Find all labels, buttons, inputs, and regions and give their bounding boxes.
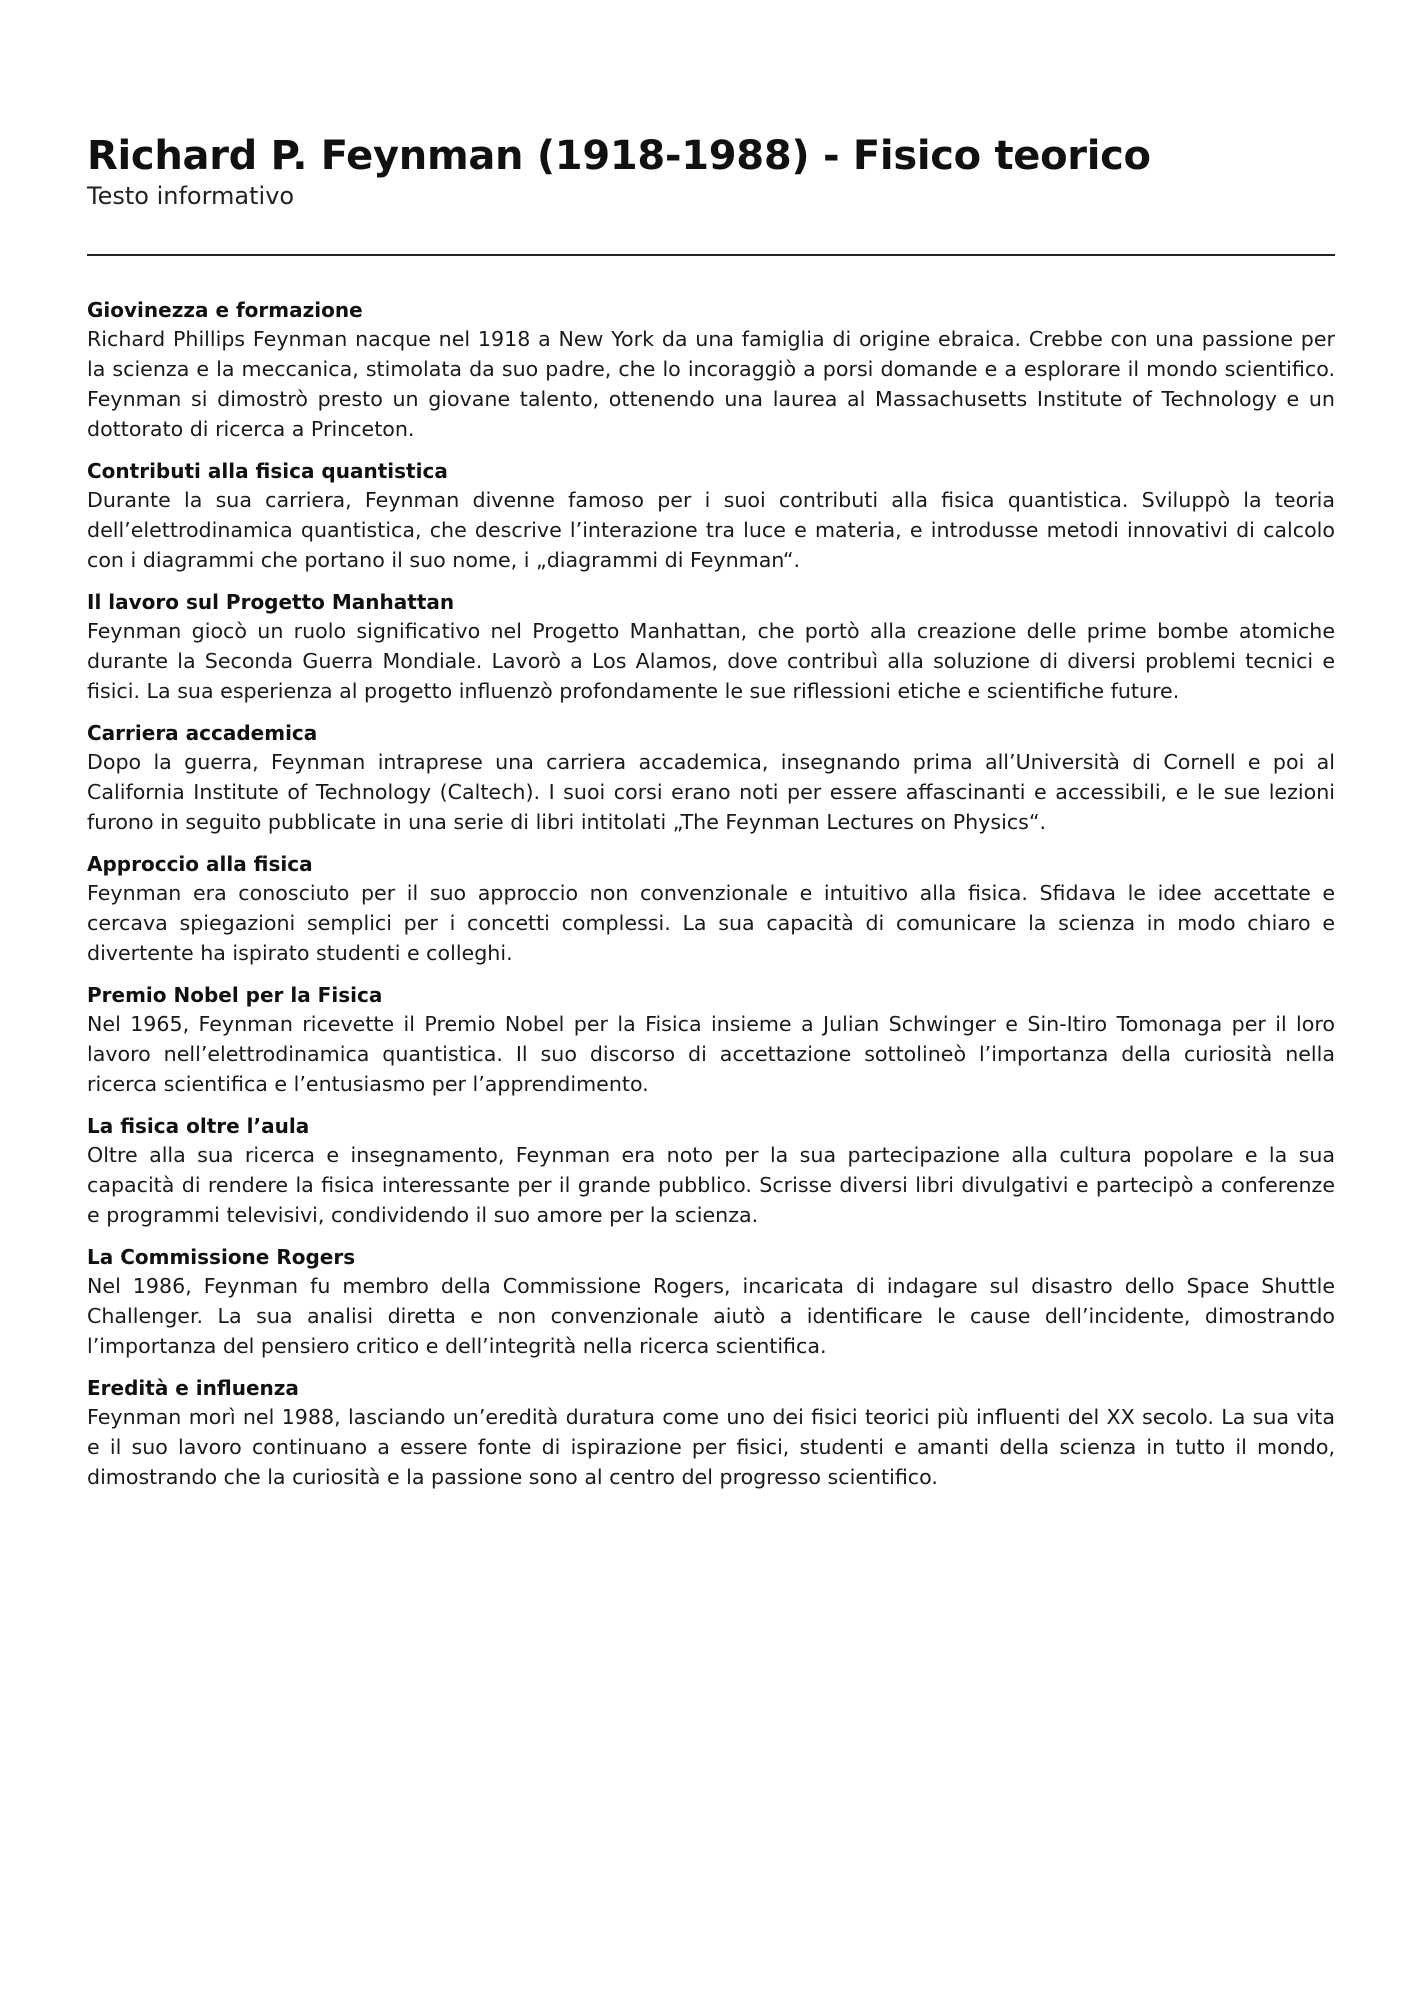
page-title: Richard P. Feynman (1918-1988) - Fisico teorico bbox=[87, 133, 1151, 179]
section-approccio bbox=[87, 850, 1335, 968]
section-body: Nel 1986, Feynman fu membro della Commissione Rogers, incaricata di indagare sul disastro dello Space Shuttle Challenger. La sua analisi diretta e non convenzionale aiutò a identificare le cause dell’incidente, dimostrando l’importanza del pensiero critico e dell’integrità nella ricerca scientifica. bbox=[87, 1274, 1335, 1358]
section-heading: Approccio alla fisica bbox=[87, 852, 313, 876]
section-body: Durante la sua carriera, Feynman divenne famoso per i suoi contributi alla fisica quantistica. Sviluppò la teoria dell’elettrodinamica quantistica, che descrive l’interazione tra luce e materia, e introdusse metodi innovativi di calcolo con i diagrammi che portano il suo nome, i „diagrammi di Feynman“. bbox=[87, 488, 1335, 572]
section-eredita bbox=[87, 1374, 1335, 1492]
section-heading: La fisica oltre l’aula bbox=[87, 1114, 310, 1138]
section-heading: Premio Nobel per la Fisica bbox=[87, 983, 383, 1007]
section-heading: Carriera accademica bbox=[87, 721, 318, 745]
section-heading: La Commissione Rogers bbox=[87, 1245, 356, 1269]
section-giovinezza bbox=[87, 296, 1335, 444]
section-heading: Contributi alla fisica quantistica bbox=[87, 459, 448, 483]
section-nobel bbox=[87, 981, 1335, 1099]
section-heading: Il lavoro sul Progetto Manhattan bbox=[87, 590, 455, 614]
section-body: Dopo la guerra, Feynman intraprese una carriera accademica, insegnando prima all’Università di Cornell e poi al California Institute of Technology (Caltech). I suoi corsi erano noti per essere affascinanti e accessibili, e le sue lezioni furono in seguito pubblicate in una serie di libri intitolati „The Feynman Lectures on Physics“. bbox=[87, 750, 1335, 834]
section-body: Feynman era conosciuto per il suo approccio non convenzionale e intuitivo alla fisica. Sfidava le idee accettate e cercava spiegazioni semplici per i concetti complessi. La sua capacità di comunicare la scienza in modo chiaro e divertente ha ispirato studenti e colleghi. bbox=[87, 881, 1335, 965]
section-body: Feynman giocò un ruolo significativo nel Progetto Manhattan, che portò alla creazione delle prime bombe atomiche durante la Seconda Guerra Mondiale. Lavorò a Los Alamos, dove contribuì alla soluzione di diversi problemi tecnici e fisici. La sua esperienza al progetto influenzò profondamente le sue riflessioni etiche e scientifiche future. bbox=[87, 619, 1335, 703]
title-divider bbox=[87, 254, 1335, 256]
section-contributi bbox=[87, 457, 1335, 575]
section-manhattan bbox=[87, 588, 1335, 706]
section-body: Richard Phillips Feynman nacque nel 1918 a New York da una famiglia di origine ebraica. Crebbe con una passione per la scienza e la meccanica, stimolata da suo padre, che lo incoraggiò a porsi domande e a esplorare il mondo scientifico. Feynman si dimostrò presto un giovane talento, ottenendo una laurea al Massachusetts Institute of Technology e un dottorato di ricerca a Princeton. bbox=[87, 327, 1335, 441]
section-oltre-aula bbox=[87, 1112, 1335, 1230]
page-subtitle: Testo informativo bbox=[87, 182, 295, 210]
section-body: Oltre alla sua ricerca e insegnamento, Feynman era noto per la sua partecipazione alla cultura popolare e la sua capacità di rendere la fisica interessante per il grande pubblico. Scrisse diversi libri divulgativi e partecipò a conferenze e programmi televisivi, condividendo il suo amore per la scienza. bbox=[87, 1143, 1335, 1227]
section-body: Nel 1965, Feynman ricevette il Premio Nobel per la Fisica insieme a Julian Schwinger e Sin-Itiro Tomonaga per il loro lavoro nell’elettrodinamica quantistica. Il suo discorso di accettazione sottolineò l’importanza della curiosità nella ricerca scientifica e l’entusiasmo per l’apprendimento. bbox=[87, 1012, 1335, 1096]
section-heading: Giovinezza e formazione bbox=[87, 298, 363, 322]
section-heading: Eredità e influenza bbox=[87, 1376, 299, 1400]
section-rogers bbox=[87, 1243, 1335, 1361]
section-carriera bbox=[87, 719, 1335, 837]
section-body: Feynman morì nel 1988, lasciando un’eredità duratura come uno dei fisici teorici più influenti del XX secolo. La sua vita e il suo lavoro continuano a essere fonte di ispirazione per fisici, studenti e amanti della scienza in tutto il mondo, dimostrando che la curiosità e la passione sono al centro del progresso scientifico. bbox=[87, 1405, 1335, 1489]
document-page bbox=[87, 133, 1335, 1505]
